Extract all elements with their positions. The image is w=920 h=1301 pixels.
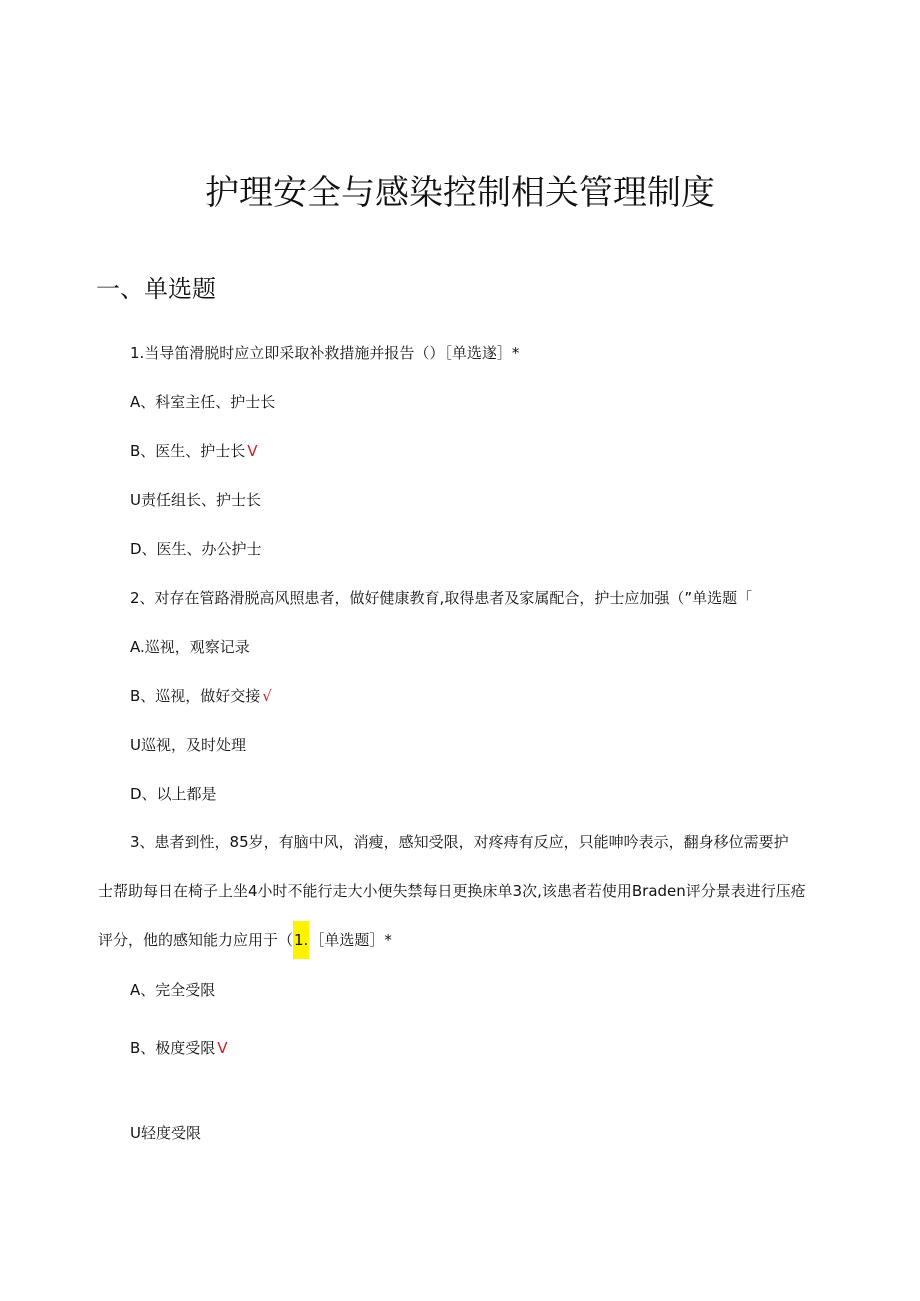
question-2-option-a: A.巡视，观察记录 [130, 638, 250, 656]
question-3-stem-line-3-pre: 评分，他的感知能力应用于（ [98, 931, 294, 949]
highlighted-text: 1. [293, 921, 309, 959]
question-3-option-c: U轻度受限 [130, 1124, 201, 1142]
correct-check-icon: √ [262, 687, 272, 705]
question-1-option-c: U责任组长、护士长 [130, 491, 261, 509]
question-2-option-b-text: B、巡视，做好交接 [130, 687, 261, 705]
section-heading: 一、单选题 [96, 275, 216, 303]
question-3-stem-line-2: 士帮助每日在椅子上坐4小时不能行走大小便失禁每日更换床单3次,该患者若使用Braden评分景表进行压疮 [98, 882, 806, 900]
question-1-option-b-text: B、医生、护士长 [130, 442, 246, 460]
question-3-option-a: A、完全受限 [130, 981, 216, 999]
question-1-stem: 1.当导笛滑脱时应立即采取补救措施并报告（）［单选遂］* [130, 344, 520, 362]
question-1-option-d: D、医生、办公护士 [130, 540, 262, 558]
correct-check-icon: V [217, 1039, 228, 1057]
question-1-option-a: A、科室主任、护士长 [130, 393, 276, 411]
question-1-option-b [130, 439, 258, 463]
question-2-stem: 2、对存在管路滑脱高风照患者，做好健康教育,取得患者及家属配合，护士应加强（”单选题「 [130, 589, 753, 607]
document-title: 护理安全与感染控制相关管理制度 [205, 173, 715, 213]
question-3-option-b [130, 1036, 228, 1060]
question-3-stem-line-1: 3、患者到性，85岁，有脑中风，消瘦，感知受限，对疼痔有反应，只能呻吟表示，翻身移位需要护 [130, 833, 789, 851]
question-2-option-b [130, 684, 272, 708]
correct-check-icon: V [247, 442, 258, 460]
question-2-option-d: D、以上都是 [130, 785, 217, 803]
question-3-option-b-text: B、极度受限 [130, 1039, 216, 1057]
question-3-stem-line-3-post: ［单选题］* [309, 931, 392, 949]
question-3-stem-line-3 [98, 928, 392, 952]
question-2-option-c: U巡视，及时处理 [130, 736, 246, 754]
